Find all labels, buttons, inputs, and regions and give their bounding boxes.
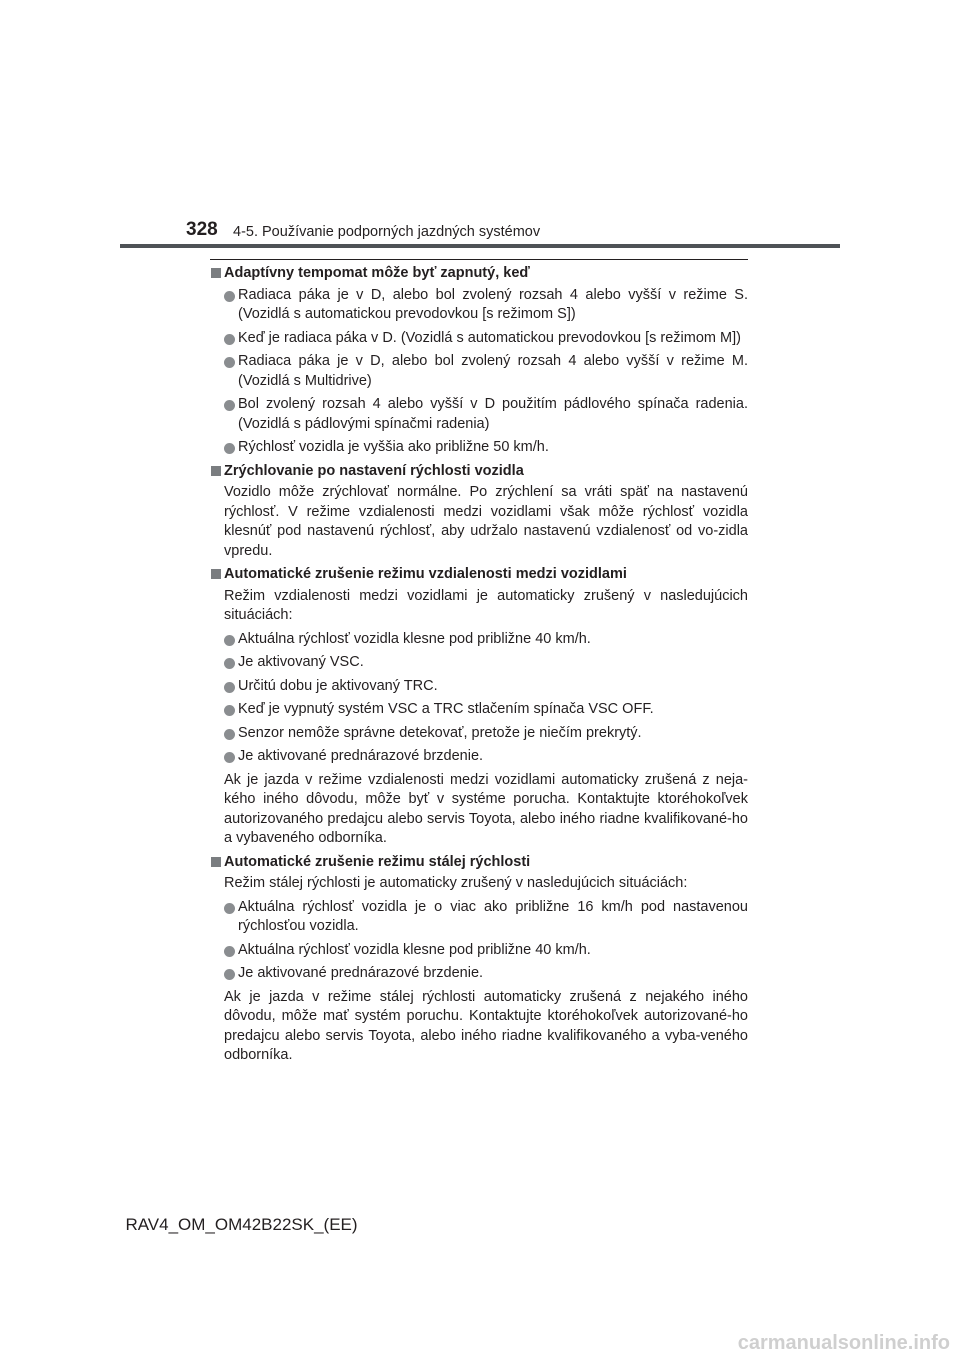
section-heading-text: Automatické zrušenie režimu stálej rýchlosti <box>224 853 531 870</box>
bullet-item <box>211 653 748 673</box>
square-bullet-icon <box>211 268 221 278</box>
bullet-text: Je aktivované prednárazové brzdenie. <box>238 748 484 764</box>
round-bullet-icon <box>224 291 235 302</box>
square-bullet-icon <box>211 569 221 579</box>
bullet-text: Keď je radiaca páka v D. (Vozidlá s automatickou prevodovkou [s režimom M]) <box>238 329 741 346</box>
bullet-text: Radiaca páka je v D, alebo bol zvolený rozsah 4 alebo vyšší v režime S. (Vozidlá s automatickou prevodovkou [s režimom S]) <box>238 286 748 322</box>
manual-content <box>211 264 748 1070</box>
bullet-item <box>211 964 748 984</box>
bullet-item <box>211 329 748 349</box>
bullet-text: Bol zvolený rozsah 4 alebo vyšší v D použitím pádlového spínača radenia. (Vozidlá s pádlovými spínačmi radenia) <box>238 396 748 432</box>
round-bullet-icon <box>224 903 235 914</box>
header-rule <box>120 244 840 248</box>
manual-code-footer: RAV4_OM_OM42B22SK_(EE) <box>125 1215 358 1234</box>
square-bullet-icon <box>211 466 221 476</box>
section-heading-text: Zrýchlovanie po nastavení rýchlosti vozidla <box>224 462 524 479</box>
paragraph: Režim stálej rýchlosti je automaticky zrušený v nasledujúcich situáciách: <box>224 875 688 891</box>
bullet-text: Aktuálna rýchlosť vozidla je o viac ako približne 16 km/h pod nastavenou rýchlosťou vozidla. <box>238 898 748 934</box>
bullet-item <box>211 898 748 937</box>
section <box>211 853 748 1066</box>
section <box>211 462 748 562</box>
chapter-title: 4-5. Používanie podporných jazdných systémov <box>233 224 541 240</box>
section-heading <box>211 853 748 873</box>
bullet-item <box>211 747 748 767</box>
round-bullet-icon <box>224 752 235 763</box>
section-heading <box>211 264 748 284</box>
bullet-item <box>211 700 748 720</box>
round-bullet-icon <box>224 443 235 454</box>
bullet-text: Senzor nemôže správne detekovať, pretože je niečím prekrytý. <box>238 724 642 741</box>
bullet-text: Je aktivovaný VSC. <box>238 654 364 670</box>
bullet-text: Aktuálna rýchlosť vozidla klesne pod približne 40 km/h. <box>238 941 591 958</box>
bullet-item <box>211 352 748 391</box>
round-bullet-icon <box>224 729 235 740</box>
paragraph: Režim vzdialenosti medzi vozidlami je automaticky zrušený v nasledujúcich situáciách: <box>224 587 748 623</box>
round-bullet-icon <box>224 635 235 646</box>
round-bullet-icon <box>224 946 235 957</box>
bullet-item <box>211 438 748 458</box>
round-bullet-icon <box>224 334 235 345</box>
section-heading-text: Adaptívny tempomat môže byť zapnutý, keď <box>224 265 530 281</box>
section-heading <box>211 462 748 482</box>
watermark: carmanualsonline.info <box>737 1332 950 1354</box>
section-divider <box>210 259 748 260</box>
bullet-text: Aktuálna rýchlosť vozidla klesne pod približne 40 km/h. <box>238 630 591 647</box>
bullet-item <box>211 677 748 697</box>
square-bullet-icon <box>211 857 221 867</box>
section-heading-text: Automatické zrušenie režimu vzdialenosti medzi vozidlami <box>224 566 627 582</box>
bullet-text: Je aktivované prednárazové brzdenie. <box>238 965 484 981</box>
page-number: 328 <box>186 219 218 240</box>
bullet-item <box>211 724 748 744</box>
bullet-item <box>211 630 748 650</box>
bullet-text: Určitú dobu je aktivovaný TRC. <box>238 677 438 694</box>
bullet-text: Radiaca páka je v D, alebo bol zvolený rozsah 4 alebo vyšší v režime M. (Vozidlá s Multidrive) <box>238 353 748 389</box>
bullet-item <box>211 395 748 434</box>
round-bullet-icon <box>224 357 235 368</box>
round-bullet-icon <box>224 400 235 411</box>
paragraph: Ak je jazda v režime vzdialenosti medzi vozidlami automaticky zrušená z neja-kého iného dôvodu, môže byť v systéme porucha. Kontaktujte ktoréhokoľvek autorizovaného predajcu alebo servis Toyota, alebo iného riadne kvalifikované-ho a vybaveného odborníka. <box>224 771 748 846</box>
round-bullet-icon <box>224 705 235 716</box>
round-bullet-icon <box>224 682 235 693</box>
bullet-item <box>211 286 748 325</box>
paragraph: Ak je jazda v režime stálej rýchlosti automaticky zrušená z nejakého iného dôvodu, môže mať systém poruchu. Kontaktujte ktoréhokoľvek autorizované-ho predajcu alebo servis Toyota, alebo iného riadne kvalifikovaného a vyba-veného odborníka. <box>224 988 748 1063</box>
section <box>211 264 748 458</box>
paragraph: Vozidlo môže zrýchlovať normálne. Po zrýchlení sa vráti späť na nastavenú rýchlosť. V režime vzdialenosti medzi vozidlami však môže rýchlosť vozidla klesnúť pod nastavenú rýchlosť, aby udržalo nastavenú vzdialenosť od vo-zidla vpredu. <box>224 484 748 559</box>
round-bullet-icon <box>224 969 235 980</box>
section-heading <box>211 565 748 585</box>
round-bullet-icon <box>224 658 235 669</box>
bullet-item <box>211 941 748 961</box>
bullet-text: Keď je vypnutý systém VSC a TRC stlačením spínača VSC OFF. <box>238 701 654 717</box>
section <box>211 565 748 849</box>
bullet-text: Rýchlosť vozidla je vyššia ako približne 50 km/h. <box>238 439 549 455</box>
